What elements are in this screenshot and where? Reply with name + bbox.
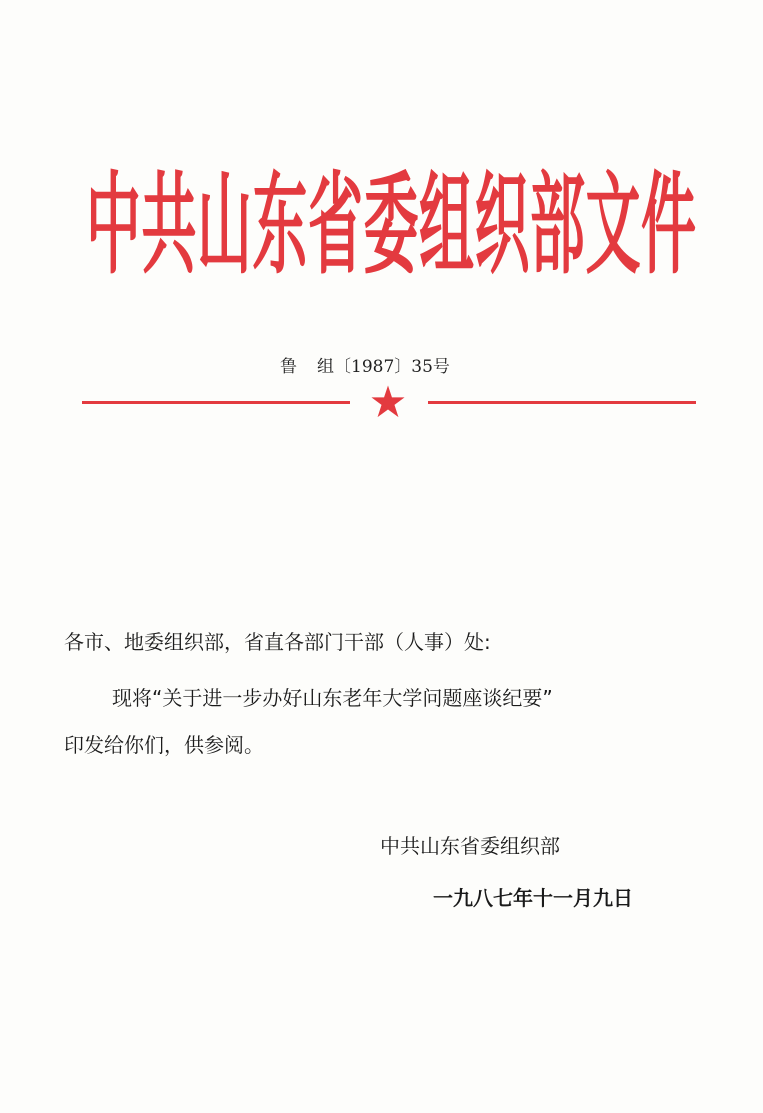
document-number-prefix: 鲁 bbox=[280, 357, 297, 377]
salutation: 各市、地委组织部，省直各部门干部（人事）处: bbox=[64, 630, 491, 654]
masthead-char: 委 bbox=[363, 161, 419, 289]
masthead-char: 共 bbox=[141, 161, 197, 289]
document-masthead bbox=[86, 160, 696, 290]
masthead-char: 文 bbox=[585, 161, 641, 289]
signature-date: 一九八七年十一月九日 bbox=[433, 886, 633, 910]
masthead-char: 组 bbox=[419, 161, 475, 289]
signature-organization: 中共山东省委组织部 bbox=[380, 834, 560, 858]
document-number bbox=[280, 352, 450, 382]
masthead-char: 中 bbox=[86, 161, 142, 289]
masthead-char: 织 bbox=[474, 161, 530, 289]
masthead-char: 件 bbox=[641, 161, 697, 289]
masthead-char: 省 bbox=[308, 161, 364, 289]
red-star-icon bbox=[370, 384, 406, 420]
masthead-char: 部 bbox=[530, 161, 586, 289]
red-rule-right bbox=[428, 401, 696, 404]
body-paragraph-line-1: 现将“关于进一步办好山东老年大学问题座谈纪要” bbox=[112, 686, 553, 710]
masthead-char: 东 bbox=[252, 161, 308, 289]
red-rule-left bbox=[82, 401, 350, 404]
body-paragraph-line-2: 印发给你们，供参阅。 bbox=[64, 733, 264, 757]
masthead-char: 山 bbox=[197, 161, 253, 289]
document-number-body: 组〔1987〕35号 bbox=[317, 357, 450, 377]
